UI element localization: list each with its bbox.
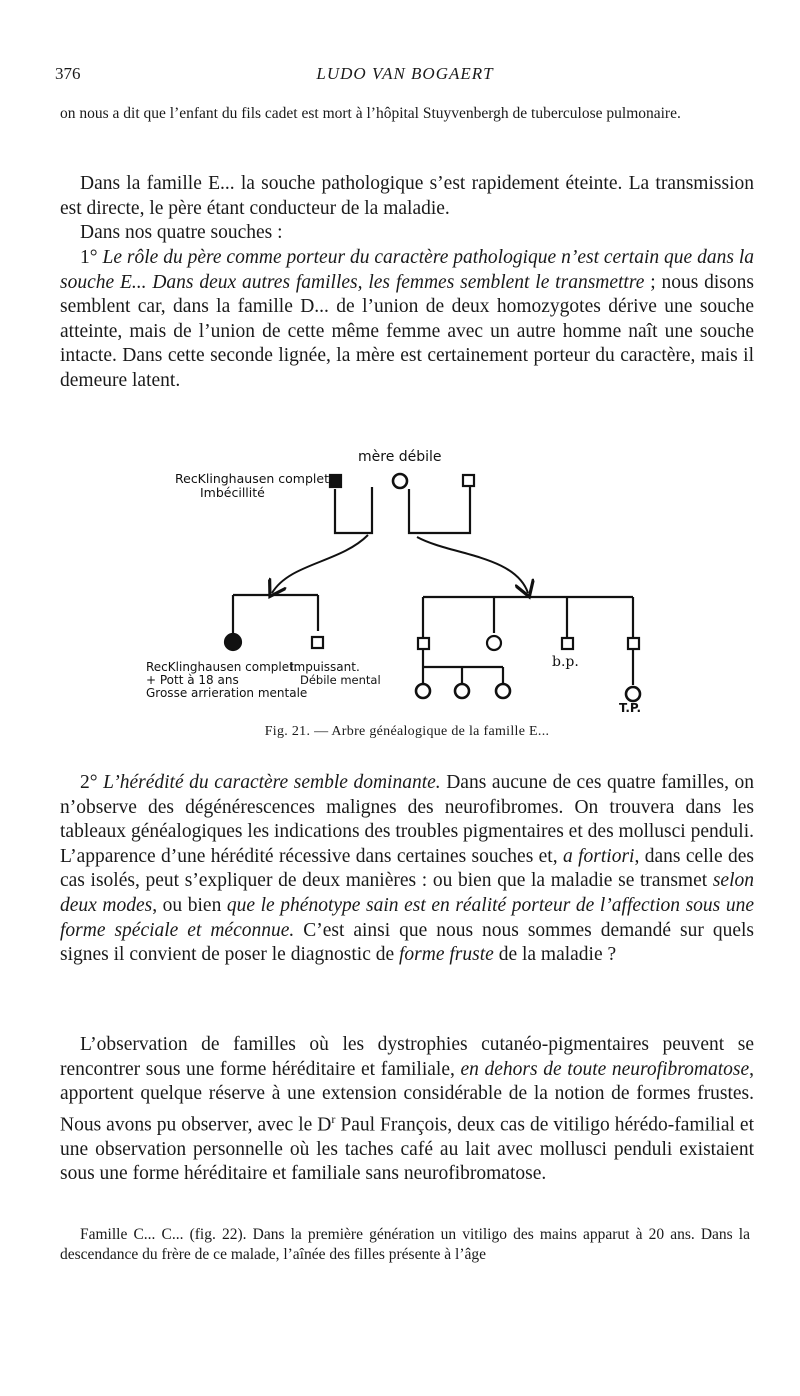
running-head xyxy=(55,64,755,88)
paragraph-role-du-pere xyxy=(60,246,754,394)
sibship-line-left xyxy=(233,595,318,635)
paragraph-heredite-dominante xyxy=(60,771,754,968)
label-impuissant: Impuissant. xyxy=(290,660,360,674)
gen2-son-bp xyxy=(562,638,573,649)
text-run: Paul François, deux cas de vitiligo hérédo-familial et une observation personnelle où les taches café au lait avec mollusci penduli existaient sous une forme héréditaire et familiale sans neurofibromatose. xyxy=(60,1114,754,1185)
paragraph-text: ; nous disons semblent car, dans la famille D... de l’union de deux homozygotes dérive une souche atteinte, mais de l’union de cette même femme avec un autre homme naît une souche intacte. Dans cette seconde lignée, la mère est certainement porteur du caractère, mais il demeure latent. xyxy=(60,271,754,391)
italic-run: en dehors de toute neurofibromatose xyxy=(460,1058,750,1080)
page-number: 376 xyxy=(55,64,81,83)
gen2-son-tp xyxy=(628,638,639,649)
gen3-child-1 xyxy=(416,684,430,698)
item-number: 1° xyxy=(80,247,103,268)
text-run: , ou bien xyxy=(152,894,227,916)
label-bp: b.p. xyxy=(552,654,579,670)
gen2-son-1 xyxy=(418,638,429,649)
label-gen2-recklinghausen: RecKlinghausen complet. xyxy=(146,660,298,674)
item-number: 2° xyxy=(80,772,104,793)
gen3-child-3 xyxy=(496,684,510,698)
gen2-affected-daughter xyxy=(225,634,241,650)
italic-statement: Le rôle du père comme porteur du caractère pathologique n’est certain que dans la souche E... Dans deux autres familles, les femmes semblent le transmettre xyxy=(60,247,754,293)
label-gen1-imbecillite: Imbécillité xyxy=(200,485,265,500)
figure-caption: Fig. 21. — Arbre généalogique de la famille E... xyxy=(264,724,550,739)
italic-run: selon deux modes xyxy=(60,870,754,916)
pedigree-figure xyxy=(120,445,660,745)
gen2-son-impuissant xyxy=(312,637,323,648)
paragraph-observation-familles xyxy=(60,1033,754,1187)
gen1-mother xyxy=(393,474,407,488)
arrow-right xyxy=(417,537,528,593)
label-gen2-pott: + Pott à 18 ans xyxy=(146,673,239,687)
gen3-child-2 xyxy=(455,684,469,698)
gen2-daughter xyxy=(487,636,501,650)
gen3-line-left xyxy=(423,650,503,683)
gen1-second-husband xyxy=(463,475,474,486)
union-line-left xyxy=(335,487,372,533)
paragraph-quatre-souches: Dans nos quatre souches : xyxy=(80,222,283,243)
label-mere-debile: mère débile xyxy=(358,449,442,465)
label-gen2-arrieration: Grosse arrieration mentale xyxy=(146,686,308,700)
union-line-right xyxy=(409,487,470,533)
label-debile-mental: Débile mental xyxy=(300,673,381,687)
italic-heading: L’hérédité du caractère semble dominante. xyxy=(103,772,441,793)
top-note: on nous a dit que l’enfant du fils cadet est mort à l’hôpital Stuyvenbergh de tuberculose pulmonaire. xyxy=(60,105,681,122)
italic-run: forme fruste xyxy=(399,944,494,966)
text-run: C’est ainsi que nous nous sommes demandé sur quels signes il convient de poser le diagnostic de xyxy=(60,919,754,966)
text-run: , apportent quelque réserve à une extension considérable de la notion de formes frustes. Nous avons pu observer, avec le D xyxy=(60,1058,754,1136)
label-gen1-recklinghausen: RecKlinghausen complet. xyxy=(175,471,333,486)
italic-run: a fortiori xyxy=(562,845,635,867)
text-run: , dans celle des cas isolés, peut s’expliquer de deux manières : ou bien que la maladie se transmet xyxy=(60,845,754,892)
paragraph-famille-e: Dans la famille E... la souche pathologique s’est rapidement éteinte. La transmission est directe, le père étant conducteur de la maladie. xyxy=(60,173,754,219)
text-run: Dans aucune de ces quatre familles, on n’observe des dégénérescences malignes des neurofibromes. On trouvera dans les tableaux généalogiques les indications des troubles pigmentaires et des mollusci penduli. L’apparence d’une hérédité récessive dans certaines souches et, xyxy=(60,772,754,867)
arrow-left xyxy=(272,535,368,593)
text-run: de la maladie ? xyxy=(493,944,617,966)
superscript: r xyxy=(331,1111,336,1126)
label-tp: T.P. xyxy=(619,701,642,715)
running-title: LUDO VAN BOGAERT xyxy=(316,64,494,83)
text-run: L’observation de familles où les dystrophies cutanéo-pigmentaires peuvent se rencontrer sous une forme héréditaire et familiale, xyxy=(60,1034,754,1080)
gen3-child-tp xyxy=(626,687,640,701)
bottom-note: Famille C... C... (fig. 22). Dans la première génération un vitiligo des mains apparut à 20 ans. Dans la descendance du frère de ce malade, l’aînée des filles présente à l’âge xyxy=(60,1226,750,1263)
sibship-line-right xyxy=(423,597,633,637)
italic-run: que le phénotype sain est en réalité porteur de l’affection sous une forme spéciale et méconnue. xyxy=(60,894,754,941)
